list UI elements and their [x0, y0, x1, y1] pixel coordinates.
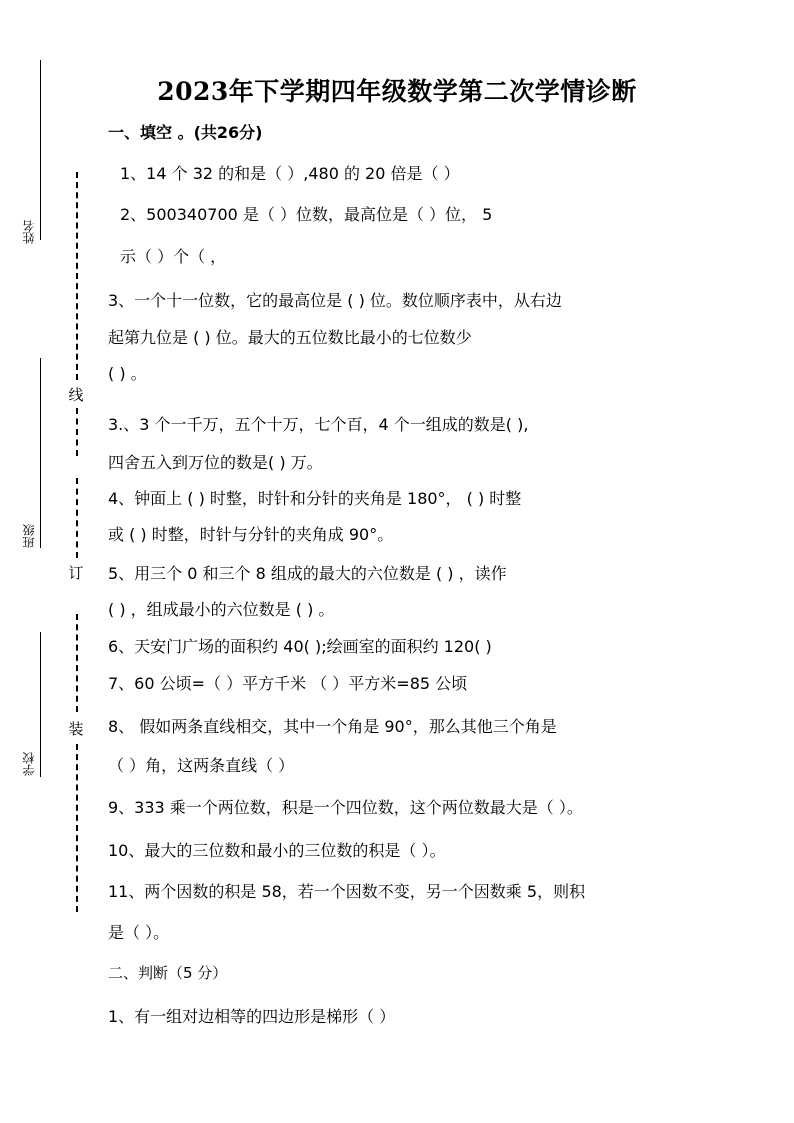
cut-line-seg-1 [76, 172, 78, 380]
cut-line-seg-4 [76, 614, 78, 712]
question-9-line-2: （ ）角，这两条直线（ ） [108, 756, 295, 775]
question-12-line-2: 是（ ）。 [108, 923, 170, 942]
question-7: 6、天安门广场的面积约 40( );绘画室的面积约 120( ) [108, 637, 492, 656]
question-6-line-1: 5、用三个 0 和三个 8 组成的最大的六位数是 ( ) ，读作 [108, 564, 507, 583]
page-title: 2023年下学期四年级数学第二次学情诊断 [157, 77, 637, 106]
section-1-heading: 一、填空 。(共26分) [108, 123, 263, 142]
name-label: 姓名 [22, 220, 36, 244]
cut-line-zhuang: 装 [68, 720, 84, 738]
question-10: 9、333 乘一个两位数，积是一个四位数，这个两位数最大是（ ）。 [108, 798, 583, 817]
question-4-line-1: 3.、3 个一千万，五个十万，七个百，4 个一组成的数是( ), [108, 415, 529, 434]
cut-line-ding: 订 [68, 564, 84, 582]
question-5-line-2: 或 ( ) 时整，时针与分针的夹角成 90°。 [108, 525, 394, 544]
cut-line-seg-5 [76, 744, 78, 912]
question-3-line-2: 起第九位是 ( ) 位。最大的五位数比最小的七位数少 [108, 328, 472, 347]
question-2-line-2: 示（ ）个（ ， [120, 247, 227, 266]
margin-rule-middle [40, 358, 41, 548]
margin-rule-bottom [40, 632, 41, 777]
question-9-line-1: 8、 假如两条直线相交，其中一个角是 90°，那么其他三个角是 [108, 717, 557, 736]
question-11: 10、最大的三位数和最小的三位数的积是（ ）。 [108, 841, 446, 860]
question-3-line-1: 3、一个十一位数，它的最高位是 ( ) 位。数位顺序表中，从右边 [108, 291, 562, 310]
class-label: 班级 [22, 524, 36, 548]
cut-line-xian: 线 [68, 386, 84, 404]
question-4-line-2: 四舍五入到万位的数是( ) 万。 [108, 453, 323, 472]
section-2-heading: 二、判断（5 分） [108, 964, 228, 982]
question-12-line-1: 11、两个因数的积是 58，若一个因数不变，另一个因数乘 5，则积 [108, 882, 586, 901]
question-5-line-1: 4、钟面上 ( ) 时整，时针和分针的夹角是 180°， ( ) 时整 [108, 489, 522, 508]
question-1: 1、14 个 32 的和是（ ）,480 的 20 倍是（ ） [120, 164, 460, 183]
question-2-line-1: 2、500340700 是（ ）位数，最高位是（ ）位， 5 [120, 205, 493, 224]
section-2-question-1: 1、有一组对边相等的四边形是梯形（ ） [108, 1007, 396, 1026]
question-8: 7、60 公顷=（ ）平方千米 （ ）平方米=85 公顷 [108, 674, 468, 693]
question-6-line-2: ( ) ，组成最小的六位数是 ( ) 。 [108, 600, 335, 619]
cut-line-seg-3 [76, 478, 78, 558]
cut-line-seg-2 [76, 408, 78, 456]
school-label: 学校 [22, 752, 36, 776]
question-3-line-3: ( ) 。 [108, 364, 147, 383]
